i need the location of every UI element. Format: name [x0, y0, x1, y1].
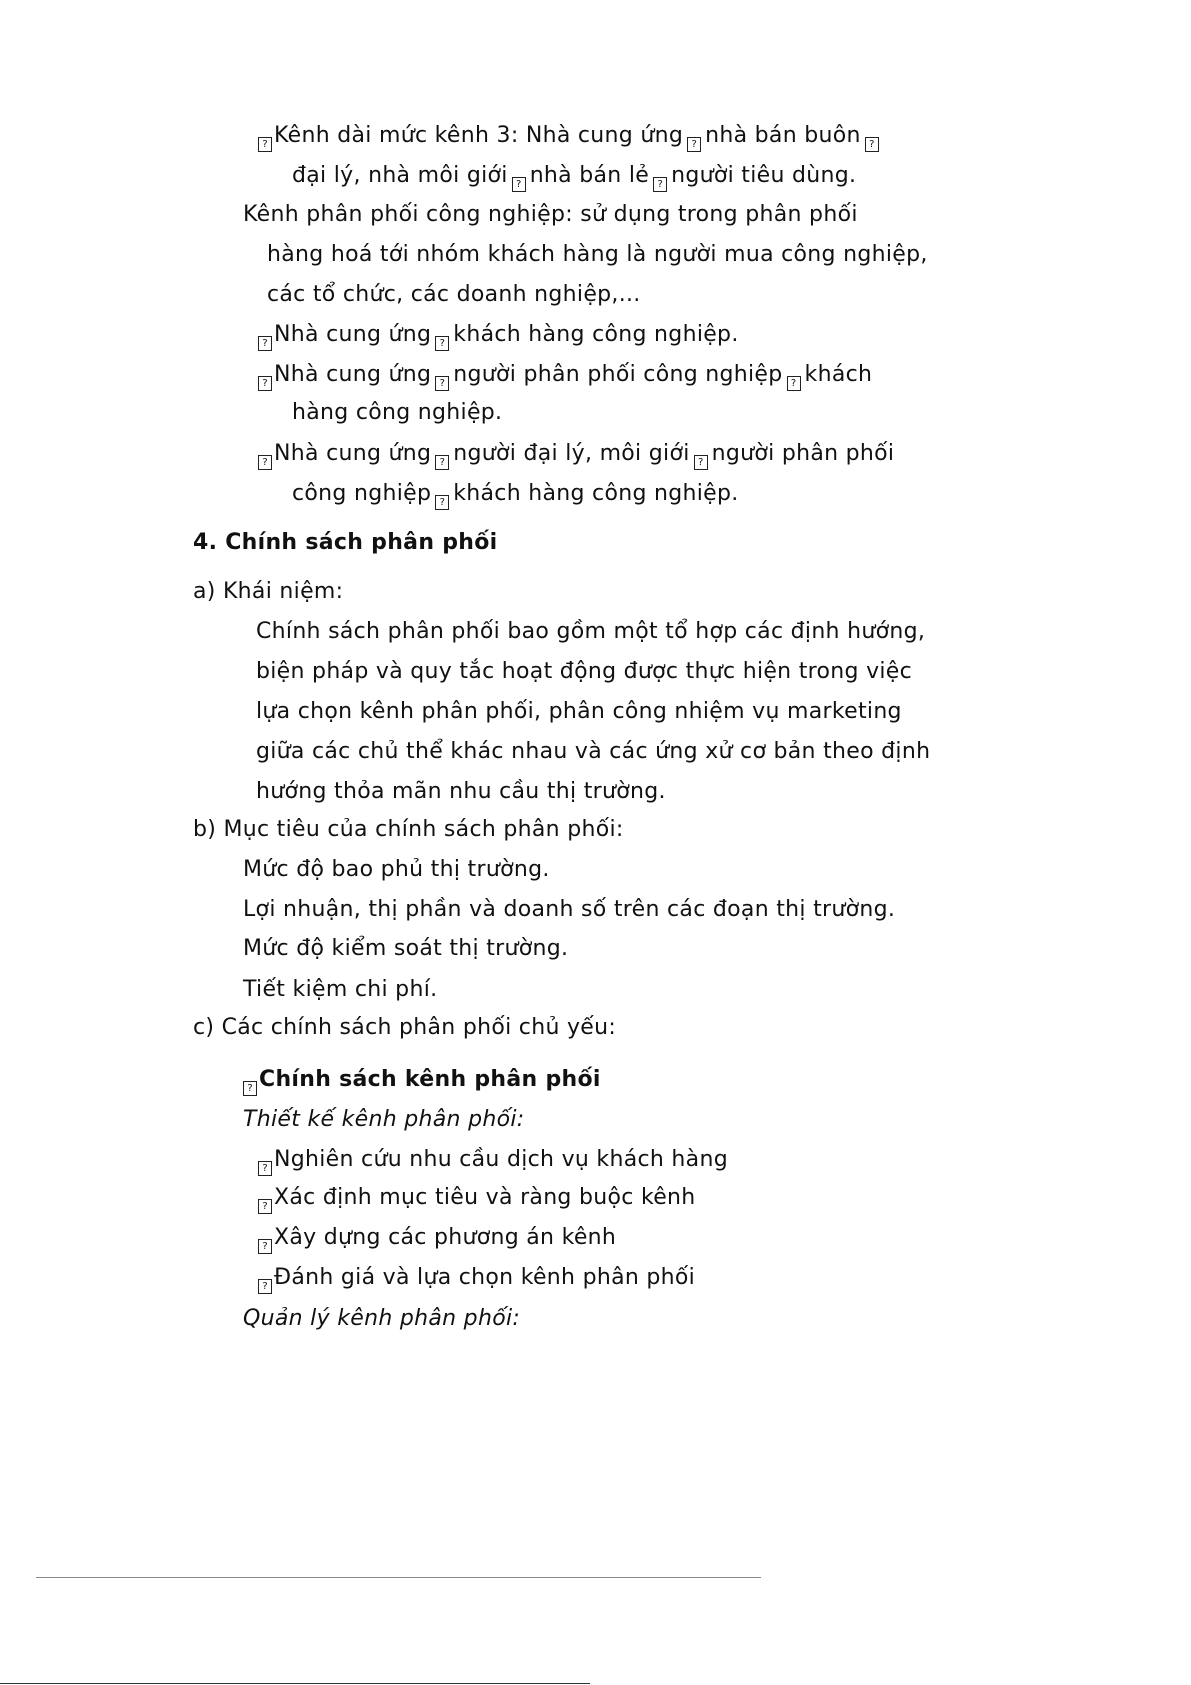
- text-segment: người đại lý, môi giới: [453, 441, 690, 466]
- text-segment: người tiêu dùng.: [671, 163, 857, 188]
- missing-glyph-icon: ?: [258, 1239, 272, 1254]
- industrial-channel-option-1: [258, 320, 739, 351]
- text-segment: Nhà cung ứng: [274, 441, 432, 466]
- industrial-channel-option-2-continuation: hàng công nghiệp.: [292, 400, 503, 425]
- missing-glyph-icon: ?: [435, 455, 449, 470]
- industrial-channel-option-3-continuation: [292, 479, 739, 510]
- footer-divider: [36, 1577, 761, 1578]
- objective-item: Tiết kiệm chi phí.: [243, 977, 438, 1002]
- subsection-b-label: b) Mục tiêu của chính sách phân phối:: [193, 817, 624, 842]
- text-segment: Đánh giá và lựa chọn kênh phân phối: [274, 1265, 696, 1290]
- text-segment: Nhà cung ứng: [274, 322, 432, 347]
- text-segment: Xây dựng các phương án kênh: [274, 1225, 617, 1250]
- design-item: [258, 1223, 616, 1254]
- missing-glyph-icon: ?: [435, 336, 449, 351]
- text-segment: nhà bán buôn: [705, 123, 861, 148]
- text-segment: Nghiên cứu nhu cầu dịch vụ khách hàng: [274, 1147, 728, 1172]
- industrial-channel-option-3: [258, 439, 894, 470]
- objective-item: Mức độ kiểm soát thị trường.: [243, 936, 569, 961]
- text-segment: đại lý, nhà môi giới: [292, 163, 508, 188]
- text-segment: khách hàng công nghiệp.: [453, 322, 739, 347]
- policy-title: [243, 1065, 601, 1096]
- missing-glyph-icon: ?: [243, 1081, 257, 1096]
- text-segment: khách: [804, 362, 873, 387]
- objective-item: Lợi nhuận, thị phần và doanh số trên các đoạn thị trường.: [243, 897, 896, 922]
- text-segment: nhà bán lẻ: [529, 163, 650, 188]
- industrial-channel-option-2: [258, 360, 872, 391]
- bottom-divider: [0, 1683, 590, 1684]
- design-label: Thiết kế kênh phân phối:: [243, 1107, 525, 1132]
- missing-glyph-icon: ?: [865, 137, 879, 152]
- design-item: [258, 1145, 728, 1176]
- text-segment: Chính sách kênh phân phối: [259, 1067, 601, 1092]
- definition-line: giữa các chủ thể khác nhau và các ứng xử cơ bản theo định: [256, 739, 931, 764]
- manage-label: Quản lý kênh phân phối:: [243, 1306, 521, 1331]
- missing-glyph-icon: ?: [435, 495, 449, 510]
- subsection-c-label: c) Các chính sách phân phối chủ yếu:: [193, 1015, 617, 1040]
- industrial-channel-text: các tổ chức, các doanh nghiệp,...: [267, 282, 641, 307]
- text-segment: người phân phối công nghiệp: [453, 362, 783, 387]
- missing-glyph-icon: ?: [258, 1199, 272, 1214]
- definition-line: Chính sách phân phối bao gồm một tổ hợp các định hướng,: [256, 619, 926, 644]
- missing-glyph-icon: ?: [653, 177, 667, 192]
- subsection-a-label: a) Khái niệm:: [193, 579, 344, 604]
- missing-glyph-icon: ?: [694, 455, 708, 470]
- text-segment: Kênh dài mức kênh 3: Nhà cung ứng: [274, 123, 684, 148]
- missing-glyph-icon: ?: [258, 1161, 272, 1176]
- industrial-channel-text: hàng hoá tới nhóm khách hàng là người mua công nghiệp,: [267, 242, 928, 267]
- missing-glyph-icon: ?: [258, 1279, 272, 1294]
- text-segment: công nghiệp: [292, 481, 432, 506]
- missing-glyph-icon: ?: [687, 137, 701, 152]
- missing-glyph-icon: ?: [512, 177, 526, 192]
- text-segment: Nhà cung ứng: [274, 362, 432, 387]
- text-segment: khách hàng công nghiệp.: [453, 481, 739, 506]
- missing-glyph-icon: ?: [258, 455, 272, 470]
- text-segment: Xác định mục tiêu và ràng buộc kênh: [274, 1185, 696, 1210]
- missing-glyph-icon: ?: [258, 336, 272, 351]
- text-segment: người phân phối: [711, 441, 895, 466]
- design-item: [258, 1183, 696, 1214]
- channel-level-3-line: [258, 121, 883, 152]
- missing-glyph-icon: ?: [258, 137, 272, 152]
- definition-line: biện pháp và quy tắc hoạt động được thực hiện trong việc: [256, 659, 913, 684]
- objective-item: Mức độ bao phủ thị trường.: [243, 857, 550, 882]
- definition-line: hướng thỏa mãn nhu cầu thị trường.: [256, 779, 666, 804]
- channel-level-3-continuation: [292, 161, 856, 192]
- section-heading: 4. Chính sách phân phối: [193, 530, 498, 555]
- missing-glyph-icon: ?: [435, 376, 449, 391]
- missing-glyph-icon: ?: [787, 376, 801, 391]
- industrial-channel-intro: Kênh phân phối công nghiệp: sử dụng trong phân phối: [243, 202, 858, 227]
- definition-line: lựa chọn kênh phân phối, phân công nhiệm vụ marketing: [256, 699, 902, 724]
- missing-glyph-icon: ?: [258, 376, 272, 391]
- design-item: [258, 1263, 695, 1294]
